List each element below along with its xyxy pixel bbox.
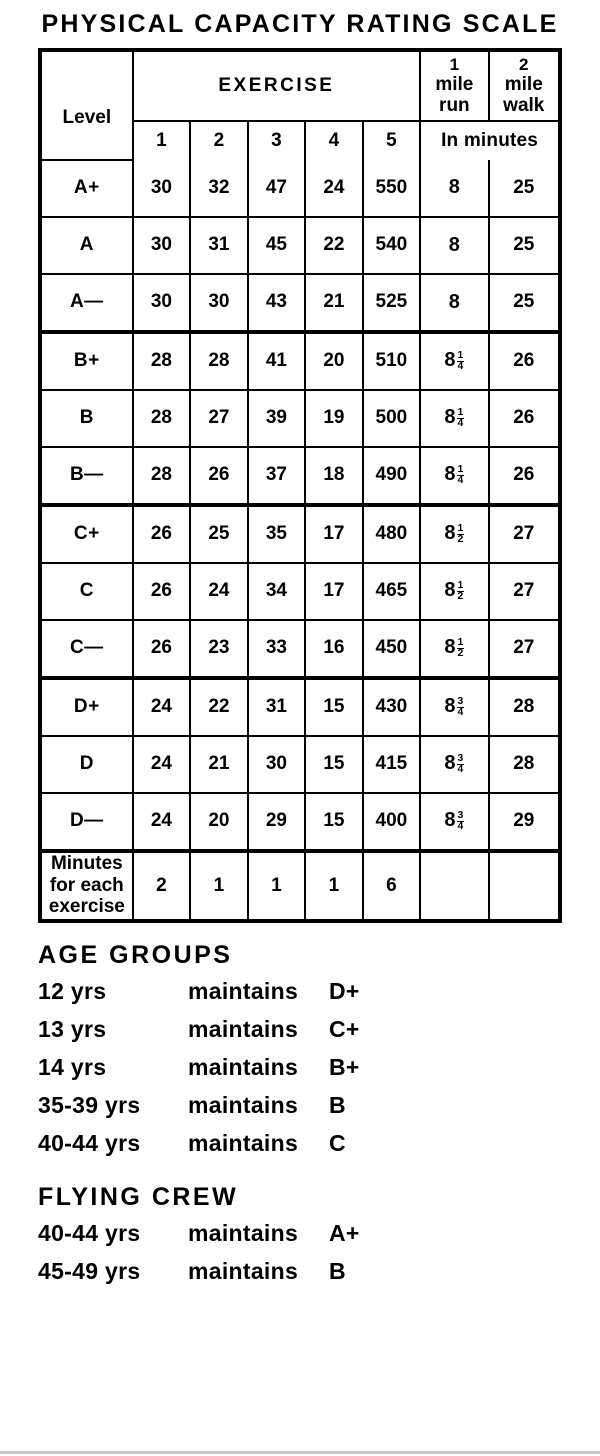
row-exercise-4: 22 <box>305 217 363 274</box>
row-mile-run: 8 $\frac{3}{4}$ <box>420 736 488 793</box>
row-exercise-2: 28 <box>190 332 248 390</box>
row-exercise-4: 17 <box>305 505 363 563</box>
header-in-minutes: In minutes <box>420 121 558 160</box>
table-row <box>42 793 558 851</box>
row-exercise-3: 35 <box>248 505 306 563</box>
row-exercise-3: 31 <box>248 678 306 736</box>
row-exercise-5: 510 <box>363 332 421 390</box>
fraction: $\frac{3}{4}$ <box>457 753 464 776</box>
row-mile-run: 8 <box>420 160 488 217</box>
header-exercise-1: 1 <box>133 121 191 160</box>
header-run-number: 1 <box>449 55 460 74</box>
row-level: C <box>42 563 133 620</box>
row-exercise-2: 31 <box>190 217 248 274</box>
row-exercise-5: 550 <box>363 160 421 217</box>
row-mile-walk: 25 <box>489 274 558 332</box>
header-one-mile-run <box>420 52 488 121</box>
row-exercise-5: 500 <box>363 390 421 447</box>
flying-crew-grade: B <box>329 1257 346 1284</box>
row-exercise-2: 26 <box>190 447 248 505</box>
age-group-row <box>38 1054 562 1081</box>
table-row <box>42 160 558 217</box>
row-mile-run: 8 $\frac{1}{2}$ <box>420 505 488 563</box>
row-mile-run: 8 $\frac{1}{2}$ <box>420 563 488 620</box>
row-mile-walk: 26 <box>489 332 558 390</box>
table-row <box>42 620 558 678</box>
row-exercise-5: 490 <box>363 447 421 505</box>
footer-mile-run <box>420 851 488 919</box>
row-exercise-4: 19 <box>305 390 363 447</box>
row-exercise-4: 15 <box>305 736 363 793</box>
age-group-verb: maintains <box>188 1129 299 1156</box>
footer-mile-walk <box>489 851 558 919</box>
row-level: B <box>42 390 133 447</box>
header-walk-line1: mile <box>504 74 543 96</box>
table-row <box>42 274 558 332</box>
row-level: A+ <box>42 160 133 217</box>
row-level: B+ <box>42 332 133 390</box>
row-mile-walk: 26 <box>489 447 558 505</box>
header-walk-line2: walk <box>503 95 545 117</box>
row-exercise-3: 29 <box>248 793 306 851</box>
row-mile-walk: 29 <box>489 793 558 851</box>
table-row <box>42 505 558 563</box>
footer-minutes-4: 1 <box>305 851 363 919</box>
row-exercise-3: 37 <box>248 447 306 505</box>
row-level: C— <box>42 620 133 678</box>
row-level: A— <box>42 274 133 332</box>
rating-scale-table <box>42 52 558 919</box>
table-row <box>42 332 558 390</box>
row-exercise-3: 39 <box>248 390 306 447</box>
row-exercise-4: 17 <box>305 563 363 620</box>
header-run-line2: run <box>439 95 470 117</box>
age-group-age: 13 yrs <box>38 1015 107 1042</box>
row-exercise-2: 23 <box>190 620 248 678</box>
age-group-verb: maintains <box>188 1053 299 1080</box>
row-level: B— <box>42 447 133 505</box>
row-exercise-1: 28 <box>133 447 191 505</box>
header-level: Level <box>42 52 133 160</box>
row-exercise-5: 415 <box>363 736 421 793</box>
age-group-row <box>38 1092 562 1119</box>
row-exercise-5: 525 <box>363 274 421 332</box>
row-exercise-4: 20 <box>305 332 363 390</box>
row-exercise-4: 18 <box>305 447 363 505</box>
row-exercise-2: 32 <box>190 160 248 217</box>
fraction: $\frac{1}{4}$ <box>457 407 464 430</box>
row-mile-walk: 25 <box>489 160 558 217</box>
row-exercise-1: 28 <box>133 332 191 390</box>
header-two-mile-walk <box>489 52 558 121</box>
age-group-verb: maintains <box>188 977 299 1004</box>
header-walk-number: 2 <box>519 55 529 74</box>
age-groups-heading: AGE GROUPS <box>38 940 233 969</box>
header-run-line1: mile <box>435 74 474 96</box>
row-exercise-3: 45 <box>248 217 306 274</box>
table-row <box>42 390 558 447</box>
age-groups-list <box>38 978 562 1157</box>
row-exercise-1: 24 <box>133 736 191 793</box>
footer-label: Minutes for each exercise <box>42 851 133 919</box>
row-exercise-5: 450 <box>363 620 421 678</box>
flying-crew-row <box>38 1220 562 1247</box>
row-exercise-2: 30 <box>190 274 248 332</box>
flying-crew-verb: maintains <box>188 1257 299 1284</box>
age-group-verb: maintains <box>188 1015 299 1042</box>
age-group-row <box>38 978 562 1005</box>
row-exercise-4: 16 <box>305 620 363 678</box>
fraction: $\frac{1}{2}$ <box>457 637 464 660</box>
header-exercise-5: 5 <box>363 121 421 160</box>
row-exercise-4: 15 <box>305 678 363 736</box>
row-exercise-3: 34 <box>248 563 306 620</box>
fraction: $\frac{3}{4}$ <box>457 696 464 719</box>
footer-minutes-2: 1 <box>190 851 248 919</box>
age-group-verb: maintains <box>188 1091 299 1118</box>
row-level: D <box>42 736 133 793</box>
flying-crew-grade: A+ <box>329 1219 360 1246</box>
row-exercise-2: 21 <box>190 736 248 793</box>
page-title: PHYSICAL CAPACITY RATING SCALE <box>41 10 559 38</box>
header-exercise: EXERCISE <box>133 52 421 121</box>
table-row <box>42 563 558 620</box>
row-level: C+ <box>42 505 133 563</box>
row-mile-run: 8 $\frac{3}{4}$ <box>420 678 488 736</box>
age-group-age: 40-44 yrs <box>38 1129 141 1156</box>
age-group-age: 12 yrs <box>38 977 107 1004</box>
row-exercise-5: 540 <box>363 217 421 274</box>
row-mile-walk: 27 <box>489 620 558 678</box>
flying-crew-age: 45-49 yrs <box>38 1257 141 1284</box>
row-exercise-5: 480 <box>363 505 421 563</box>
row-mile-walk: 27 <box>489 563 558 620</box>
row-mile-run: 8 $\frac{1}{4}$ <box>420 332 488 390</box>
age-group-grade: B <box>329 1091 346 1118</box>
row-exercise-1: 30 <box>133 160 191 217</box>
row-exercise-1: 26 <box>133 620 191 678</box>
age-group-grade: C <box>329 1129 346 1156</box>
row-mile-run: 8 <box>420 217 488 274</box>
footer-minutes-1: 2 <box>133 851 191 919</box>
age-group-grade: D+ <box>329 977 360 1004</box>
age-group-age: 35-39 yrs <box>38 1091 141 1118</box>
row-mile-run: 8 $\frac{3}{4}$ <box>420 793 488 851</box>
row-exercise-4: 24 <box>305 160 363 217</box>
table-row <box>42 736 558 793</box>
row-exercise-2: 27 <box>190 390 248 447</box>
row-mile-run: 8 <box>420 274 488 332</box>
row-exercise-1: 24 <box>133 793 191 851</box>
row-exercise-1: 30 <box>133 217 191 274</box>
age-group-row <box>38 1130 562 1157</box>
row-mile-walk: 26 <box>489 390 558 447</box>
header-exercise-2: 2 <box>190 121 248 160</box>
table-row <box>42 447 558 505</box>
row-mile-walk: 28 <box>489 678 558 736</box>
row-exercise-2: 24 <box>190 563 248 620</box>
row-mile-run: 8 $\frac{1}{4}$ <box>420 447 488 505</box>
row-exercise-3: 41 <box>248 332 306 390</box>
flying-crew-row <box>38 1258 562 1285</box>
age-group-row <box>38 1016 562 1043</box>
row-level: D— <box>42 793 133 851</box>
row-mile-walk: 28 <box>489 736 558 793</box>
row-level: D+ <box>42 678 133 736</box>
row-mile-walk: 27 <box>489 505 558 563</box>
age-group-age: 14 yrs <box>38 1053 107 1080</box>
row-exercise-1: 30 <box>133 274 191 332</box>
row-exercise-4: 15 <box>305 793 363 851</box>
row-exercise-1: 26 <box>133 563 191 620</box>
table-footer-row <box>42 851 558 919</box>
row-mile-run: 8 $\frac{1}{2}$ <box>420 620 488 678</box>
fraction: $\frac{1}{4}$ <box>457 350 464 373</box>
row-exercise-1: 28 <box>133 390 191 447</box>
row-exercise-3: 47 <box>248 160 306 217</box>
rating-scale-table-container <box>38 48 562 923</box>
row-exercise-5: 400 <box>363 793 421 851</box>
footer-minutes-3: 1 <box>248 851 306 919</box>
flying-crew-verb: maintains <box>188 1219 299 1246</box>
row-exercise-3: 30 <box>248 736 306 793</box>
fraction: $\frac{3}{4}$ <box>457 810 464 833</box>
row-exercise-2: 25 <box>190 505 248 563</box>
footer-minutes-5: 6 <box>363 851 421 919</box>
fraction: $\frac{1}{2}$ <box>457 523 464 546</box>
age-group-grade: B+ <box>329 1053 360 1080</box>
flying-crew-list <box>38 1220 562 1285</box>
row-exercise-1: 24 <box>133 678 191 736</box>
row-exercise-2: 22 <box>190 678 248 736</box>
flying-crew-heading: FLYING CREW <box>38 1182 239 1211</box>
row-exercise-5: 465 <box>363 563 421 620</box>
fraction: $\frac{1}{2}$ <box>457 580 464 603</box>
fraction: $\frac{1}{4}$ <box>457 464 464 487</box>
table-head <box>42 52 558 160</box>
bottom-divider <box>0 1451 600 1454</box>
row-exercise-4: 21 <box>305 274 363 332</box>
table-row <box>42 217 558 274</box>
row-exercise-5: 430 <box>363 678 421 736</box>
row-level: A <box>42 217 133 274</box>
row-mile-walk: 25 <box>489 217 558 274</box>
age-groups-section <box>38 941 562 1157</box>
row-mile-run: 8 $\frac{1}{4}$ <box>420 390 488 447</box>
row-exercise-3: 43 <box>248 274 306 332</box>
table-row <box>42 678 558 736</box>
flying-crew-section <box>38 1183 562 1285</box>
flying-crew-age: 40-44 yrs <box>38 1219 141 1246</box>
header-exercise-3: 3 <box>248 121 306 160</box>
row-exercise-1: 26 <box>133 505 191 563</box>
header-exercise-4: 4 <box>305 121 363 160</box>
table-body <box>42 160 558 919</box>
row-exercise-2: 20 <box>190 793 248 851</box>
age-group-grade: C+ <box>329 1015 360 1042</box>
row-exercise-3: 33 <box>248 620 306 678</box>
